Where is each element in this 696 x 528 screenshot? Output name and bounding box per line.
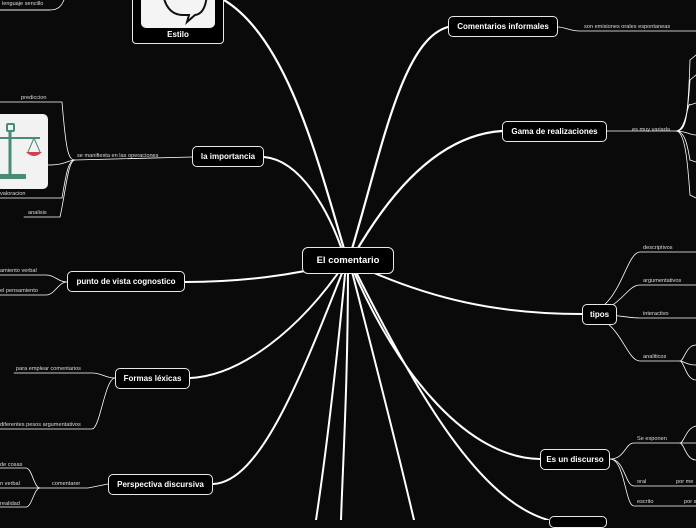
topic-tipos[interactable]: tipos — [582, 304, 617, 325]
label-valoracion: valoracion — [0, 191, 26, 197]
topic-gama-realizaciones[interactable]: Gama de realizaciones — [502, 121, 607, 142]
topic-estilo: Estilo — [167, 30, 189, 39]
label-manifiesta: se manifiesta en las operaciones — [77, 153, 159, 159]
label-oral: oral — [637, 479, 647, 485]
label-lenguaje-sencillo: lenguaje sencillo — [2, 1, 44, 7]
label-escrito: escrito — [637, 499, 654, 505]
label-realidad: realidad — [0, 501, 20, 507]
label-pesos: diferentes pesos argumentativos — [0, 422, 81, 428]
label-interactivo: interactivo — [643, 311, 669, 317]
label-prediccion: prediccion — [21, 95, 47, 101]
label-por-me: por me — [676, 479, 694, 485]
central-topic[interactable]: El comentario — [302, 247, 394, 274]
topic-comentarios-informales[interactable]: Comentarios informales — [448, 16, 558, 37]
label-comentarer: comentarer — [52, 481, 81, 487]
label-pensamiento: el pensamiento — [0, 288, 38, 294]
label-emplear: para emplear comentarios — [16, 366, 81, 372]
topic-formas-lexicas[interactable]: Formas léxicas — [115, 368, 190, 389]
label-de-cosas: de cosas — [0, 462, 23, 468]
estilo-card[interactable] — [132, 0, 224, 44]
estilo-image — [141, 0, 215, 28]
label-descriptivos: descriptivos — [643, 245, 673, 251]
topic-partial-bottom[interactable] — [549, 516, 607, 528]
branch-lexicas — [190, 263, 345, 378]
label-variada: es muy variada — [632, 127, 670, 133]
branch-informales — [348, 27, 448, 262]
branch-bottom-3 — [350, 264, 414, 520]
importancia-image — [0, 114, 48, 189]
label-emisiones: son emisiones orales espontaneas — [584, 24, 671, 30]
branch-gama — [350, 131, 502, 262]
branch-bottom-4 — [352, 264, 548, 520]
topic-importancia[interactable]: la importancia — [192, 146, 264, 167]
label-n-verbal: n verbal — [0, 481, 20, 487]
topic-punto-de-vista[interactable]: punto de vista cognostico — [67, 271, 185, 292]
label-verbal: amiento verbal — [0, 268, 37, 274]
chat-bubble-icon — [141, 0, 215, 28]
label-se-exponen: Se exponen — [637, 436, 667, 442]
topic-perspectiva-discursiva[interactable]: Perspectiva discursiva — [108, 474, 213, 495]
label-argumentativos: argumentativos — [643, 278, 682, 284]
branch-estilo — [224, 0, 348, 262]
scales-icon — [0, 114, 48, 189]
label-por-s: por s — [684, 499, 696, 505]
label-analisis: analisis — [28, 210, 47, 216]
topic-es-un-discurso[interactable]: Es un discurso — [540, 449, 610, 470]
label-analiticos: analiticos — [643, 354, 667, 360]
